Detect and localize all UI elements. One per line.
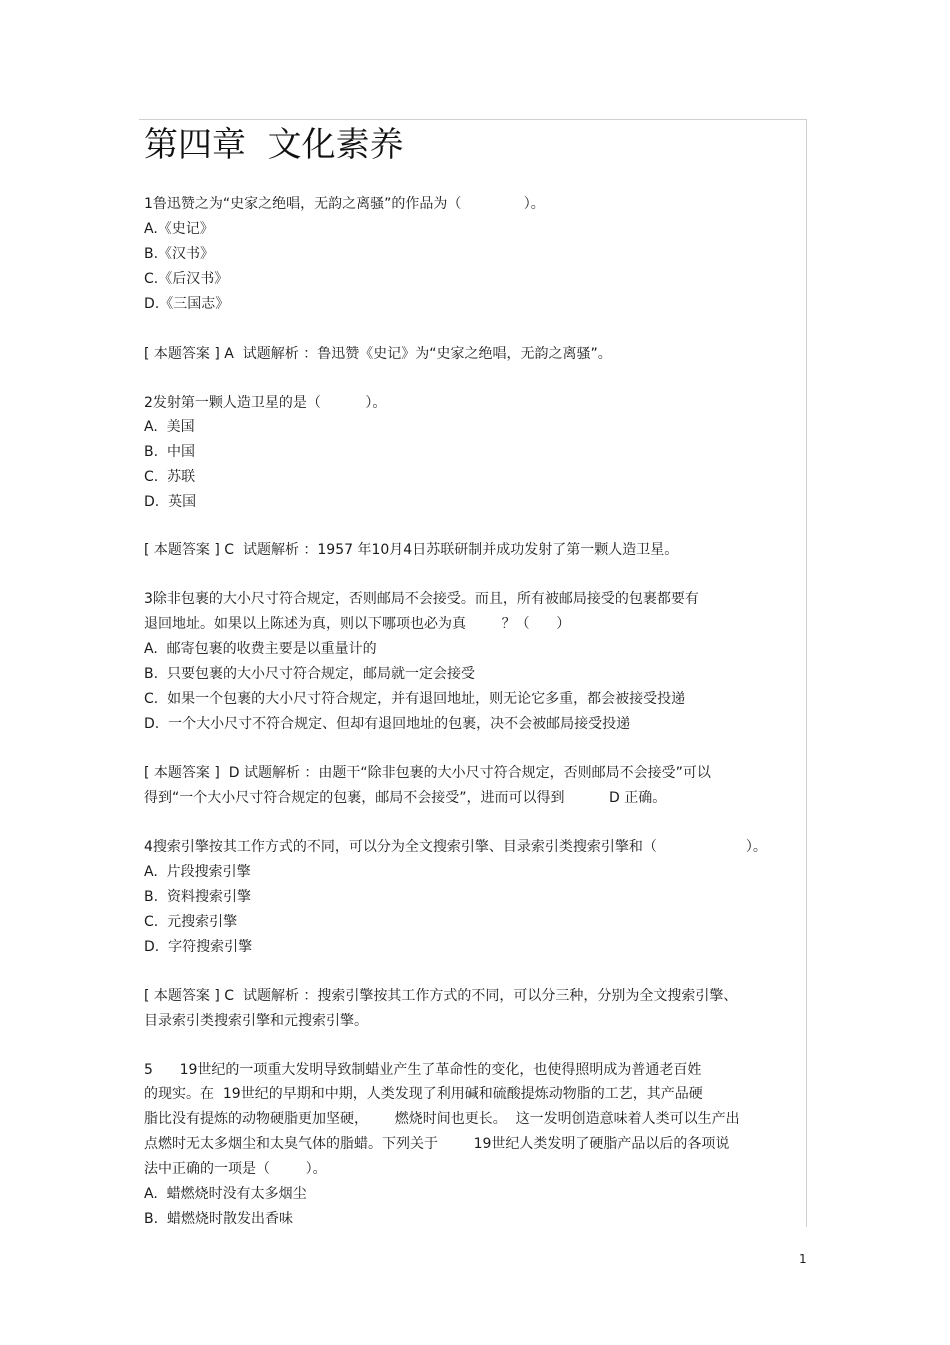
question-5-option-a: A. 蜡燃烧时没有太多烟尘 — [144, 1186, 307, 1202]
question-4-option-d: D. 字符搜索引擎 — [144, 939, 253, 955]
question-2-option-d: D. 英国 — [144, 494, 197, 510]
question-2-answer: [ 本题答案 ] C 试题解析 ：1957 年10月4日苏联研制并成功发射了第一颗人造卫星。 — [144, 542, 679, 558]
question-2-option-c: C. 苏联 — [144, 469, 196, 485]
question-4-option-b: B. 资料搜索引擎 — [144, 889, 251, 905]
question-1-option-c: C.《后汉书》 — [144, 271, 229, 287]
question-5-stem-line-5: 法中正确的一项是（ ）。 — [144, 1161, 327, 1177]
question-4-answer-line-2: 目录索引类搜索引擎和元搜索引擎。 — [144, 1013, 368, 1029]
question-2-option-b: B. 中国 — [144, 444, 195, 460]
question-3-option-d: D. 一个大小尺寸不符合规定、但却有退回地址的包裹，决不会被邮局接受投递 — [144, 716, 631, 732]
question-3-answer-line-1: [ 本题答案 ] D 试题解析 ：由题干“除非包裹的大小尺寸符合规定，否则邮局不会接受”可以 — [144, 765, 711, 781]
question-3-stem-line-2: 退回地址。如果以上陈述为真，则以下哪项也必为真 ？（ ） — [144, 616, 571, 632]
question-3-stem-line-1: 3除非包裹的大小尺寸符合规定，否则邮局不会接受。而且，所有被邮局接受的包裹都要有 — [144, 591, 699, 607]
chapter-title: 第四章 文化素养 — [144, 125, 404, 165]
question-4-stem: 4搜索引擎按其工作方式的不同，可以分为全文搜索引擎、目录索引类搜索引擎和（ ）。 — [144, 839, 767, 855]
question-4-answer-line-1: [ 本题答案 ] C 试题解析 ：搜索引擎按其工作方式的不同，可以分三种，分别为全文搜索引擎、 — [144, 988, 738, 1004]
question-2-option-a: A. 美国 — [144, 419, 195, 435]
question-4-option-a: A. 片段搜索引擎 — [144, 864, 251, 880]
question-3-answer-line-2: 得到“一个大小尺寸符合规定的包裹，邮局不会接受”，进而可以得到 D 正确。 — [144, 790, 667, 806]
question-5-stem-line-3: 脂比没有提炼的动物硬脂更加坚硬， 燃烧时间也更长。 这一发明创造意味着人类可以生产出 — [144, 1111, 740, 1127]
question-3-option-a: A. 邮寄包裹的收费主要是以重量计的 — [144, 641, 377, 657]
question-4-option-c: C. 元搜索引擎 — [144, 914, 238, 930]
page-number: 1 — [799, 1252, 807, 1266]
question-1-stem: 1鲁迅赞之为“史家之绝唱，无韵之离骚”的作品为（ ）。 — [144, 196, 545, 212]
question-5-stem-line-4: 点燃时无太多烟尘和太臭气体的脂蜡。下列关于 19世纪人类发明了硬脂产品以后的各项说 — [144, 1136, 730, 1152]
question-3-option-b: B. 只要包裹的大小尺寸符合规定，邮局就一定会接受 — [144, 666, 475, 682]
question-1-option-b: B.《汉书》 — [144, 246, 215, 262]
question-2-stem: 2发射第一颗人造卫星的是（ ）。 — [144, 395, 387, 411]
question-5-stem-line-1: 5 19世纪的一项重大发明导致制蜡业产生了革命性的变化，也使得照明成为普通老百姓 — [144, 1062, 702, 1078]
question-1-option-d: D.《三国志》 — [144, 296, 230, 312]
question-3-option-c: C. 如果一个包裹的大小尺寸符合规定，并有退回地址，则无论它多重，都会被接受投递 — [144, 691, 686, 707]
question-1-answer: [ 本题答案 ] A 试题解析 ：鲁迅赞《史记》为“史家之绝唱，无韵之离骚”。 — [144, 346, 612, 362]
question-5-stem-line-2: 的现实。在 19世纪的早期和中期，人类发现了利用碱和硫酸提炼动物脂的工艺，其产品硬 — [144, 1086, 703, 1102]
question-5-option-b: B. 蜡燃烧时散发出香味 — [144, 1211, 293, 1227]
question-1-option-a: A.《史记》 — [144, 221, 214, 237]
